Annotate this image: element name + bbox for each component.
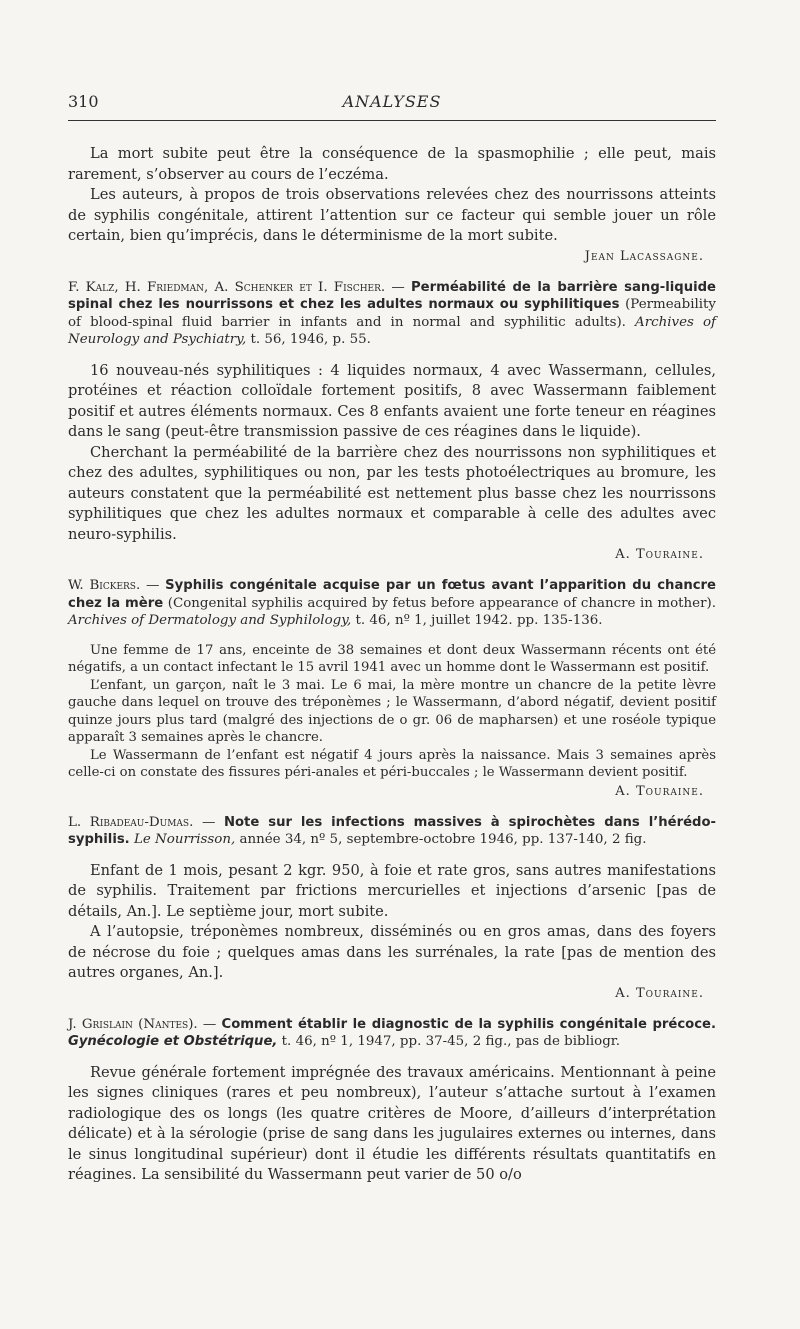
reference: L. Ribadeau-Dumas. — Note sur les infections massives à spirochètes dans l’hérédo-syphilis. Le Nourrisson, année 34, nº 5, septembre-octobre 1946, pp. 137-140, 2 fig. <box>68 814 716 847</box>
ref-translation: (Permeability of blood-spinal fluid barrier in infants and in normal and syphilitic adults). <box>68 297 716 330</box>
ref-details: t. 46, nº 1, 1947, pp. 37-45, 2 fig., pas de bibliogr. <box>281 1034 620 1049</box>
paragraph: A l’autopsie, tréponèmes nombreux, disséminés ou en gros amas, dans des foyers de nécrose du foie ; quelques amas dans les surrénales, la rate [pas de mention des autres organes, An.]. <box>68 923 716 981</box>
ref-journal: Le Nourrisson, <box>133 832 236 847</box>
paragraph: Le Wassermann de l’enfant est négatif 4 jours après la naissance. Mais 3 semaines après celle-ci on constate des fissures péri-anales et péri-buccales ; le Wassermann devient positif. <box>68 747 716 780</box>
ref-title: Note sur les infections massives à spirochètes dans l’hérédo-syphilis. <box>68 814 716 847</box>
page-header <box>68 92 716 121</box>
paragraph: Cherchant la perméabilité de la barrière chez des nourrissons non syphilitiques et chez des adultes, syphilitiques ou non, par les tests photoélectriques au bromure, les auteurs constatent que la perméabilité est nettement plus basse chez les nourrissons syphilitiques que chez les adultes normaux et comparable à celle des adultes avec neuro-syphilis. <box>68 443 716 543</box>
ref-details: t. 56, 1946, p. 55. <box>250 332 371 347</box>
paragraph: Une femme de 17 ans, enceinte de 38 semaines et dont deux Wassermann récents ont été négatifs, a un contact infectant le 15 avril 1941 avec un homme dont le Wassermann est positif. <box>68 642 716 675</box>
paragraph: La mort subite peut être la conséquence de la spasmophilie ; elle peut, mais rarement, s’observer au cours de l’eczéma. <box>68 145 716 183</box>
ref-details: année 34, nº 5, septembre-octobre 1946, pp. 137-140, 2 fig. <box>239 832 647 847</box>
ref-journal: Archives of Dermatology and Syphilology, <box>68 613 352 628</box>
reference: W. Bickers. — Syphilis congénitale acquise par un fœtus avant l’apparition du chancre chez la mère (Congenital syphilis acquired by fetus before appearance of chancre in mother). Archives of Dermatology and Syphilology, t. 46, nº 1, juillet 1942. pp. 135-136. <box>68 578 716 628</box>
paragraph: L’enfant, un garçon, naît le 3 mai. Le 6 mai, la mère montre un chancre de la petite lèvre gauche dans lequel on trouve des tréponèmes ; le Wassermann, d’abord négatif, devient positif quinze jours plus tard (malgré des injections de o gr. 06 de mapharsen) et une roséole typique apparaît 3 semaines après le chancre. <box>68 677 716 745</box>
signature: Jean Lacassagne. <box>584 248 704 264</box>
ref-title: Syphilis congénitale acquise par un fœtus avant l’apparition du chancre chez la mère <box>68 578 716 611</box>
ref-journal: Archives of Neurology and Psychiatry, <box>68 314 716 347</box>
signature: A. Touraine. <box>615 547 704 562</box>
ref-title: Comment établir le diagnostic de la syphilis congénitale précoce. <box>221 1016 717 1032</box>
ref-authors: L. Ribadeau-Dumas. <box>68 814 194 830</box>
article-body <box>68 144 716 1186</box>
paragraph: 16 nouveau-nés syphilitiques : 4 liquides normaux, 4 avec Wassermann, cellules, protéines et réaction colloïdale fortement positifs, 8 avec Wassermann faiblement positif et autres éléments normaux. Ces 8 enfants avaient une forte teneur en réagines dans le sang (peut-être transmission passive de ces réagines dans le liquide). <box>68 361 716 440</box>
paragraph: Revue générale fortement imprégnée des travaux américains. Mentionnant à peine les signes cliniques (rares et peu nombreux), l’auteur s’attache surtout à l’examen radiologique des os longs (les quatre critères de Moore, d’ailleurs d’interprétation délicate) et à la sérologie (prise de sang dans les jugulaires externes ou internes, dans le sinus longitudinal supérieur) dont il étudie les différents résultats quantitatifs en réagines. La sensibilité du Wassermann peut varier de 50 o/o <box>68 1063 716 1183</box>
ref-details: t. 46, nº 1, juillet 1942. pp. 135-136. <box>355 613 603 628</box>
reference: J. Grislain (Nantes). — Comment établir le diagnostic de la syphilis congénitale précoce. Gynécologie et Obstétrique, t. 46, nº 1, 1947, pp. 37-45, 2 fig., pas de bibliogr. <box>68 1016 717 1049</box>
signature: A. Touraine. <box>615 783 704 799</box>
running-title: ANALYSES <box>342 92 442 111</box>
ref-authors: W. Bickers. <box>68 578 141 593</box>
ref-journal: Gynécologie et Obstétrique, <box>68 1034 278 1049</box>
reference: F. Kalz, H. Friedman, A. Schenker et I. Fischer. — Perméabilité de la barrière sang-liquide spinal chez les nourrissons et chez les adultes normaux ou syphilitiques (Permeability of blood-spinal fluid barrier in infants and in normal and syphilitic adults). Archives of Neurology and Psychiatry, t. 56, 1946, p. 55. <box>68 279 717 347</box>
paragraph: Enfant de 1 mois, pesant 2 kgr. 950, à foie et rate gros, sans autres manifestations de syphilis. Traitement par frictions mercurielles et injections d’arsenic [pas de détails, An.]. Le septième jour, mort subite. <box>68 861 716 920</box>
ref-authors: J. Grislain (Nantes). <box>68 1016 198 1032</box>
page-number: 310 <box>68 92 99 111</box>
paragraph: Les auteurs, à propos de trois observations relevées chez des nourrissons atteints de syphilis congénitale, attirent l’attention sur ce facteur qui semble jouer un rôle certain, bien qu’imprécis, dans le déterminisme de la mort subite. <box>68 186 716 244</box>
signature: A. Touraine. <box>615 985 704 1001</box>
ref-translation: (Congenital syphilis acquired by fetus before appearance of chancre in mother). <box>167 595 716 611</box>
ref-authors: F. Kalz, H. Friedman, A. Schenker et I. Fischer. <box>68 279 386 295</box>
ref-title: Perméabilité de la barrière sang-liquide spinal chez les nourrissons et chez les adultes normaux ou syphilitiques <box>68 279 717 312</box>
